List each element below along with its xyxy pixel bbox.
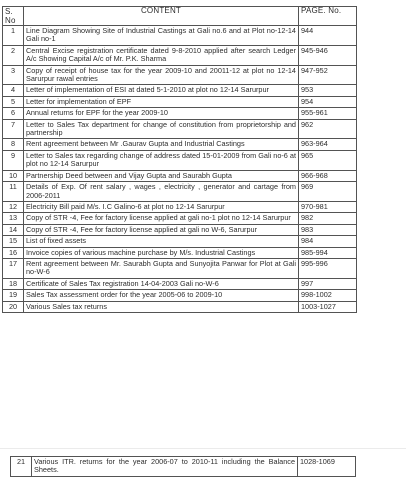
row-page: 985-994 [299, 247, 357, 258]
row-content: Sales Tax assessment order for the year 2005-06 to 2009-10 [24, 290, 299, 301]
row-sno: 1 [3, 26, 24, 46]
table-row [3, 26, 357, 46]
row-page: 1003-1027 [299, 301, 357, 312]
table-row [3, 182, 357, 202]
table-row [3, 65, 357, 85]
table-row [3, 301, 357, 312]
row-page: 963-964 [299, 139, 357, 150]
table-row [3, 247, 357, 258]
row-content: Invoice copies of various machine purchase by M/s. Industrial Castings [24, 247, 299, 258]
table-row [3, 96, 357, 107]
row-sno: 15 [3, 236, 24, 247]
row-sno: 7 [3, 119, 24, 139]
page-divider [0, 448, 406, 449]
row-sno: 11 [3, 182, 24, 202]
row-page: 1028-1069 [298, 457, 356, 477]
header-sno-line1: S. [5, 7, 13, 16]
row-sno: 17 [3, 258, 24, 278]
row-content: Various ITR. returns for the year 2006-07 to 2010-11 including the Balance Sheets. [32, 457, 298, 477]
row-page: 998-1002 [299, 290, 357, 301]
row-content: Annual returns for EPF for the year 2009-10 [24, 108, 299, 119]
table-row [3, 258, 357, 278]
table-row [3, 278, 357, 289]
row-sno: 12 [3, 201, 24, 212]
row-sno: 4 [3, 85, 24, 96]
index-table [2, 6, 357, 313]
row-content: Copy of receipt of house tax for the year 2009-10 and 20011-12 at plot no 12-14 Sarurpur rawal entries [24, 65, 299, 85]
row-page: 965 [299, 150, 357, 170]
row-sno: 21 [11, 457, 32, 477]
row-sno: 5 [3, 96, 24, 107]
row-page: 970-981 [299, 201, 357, 212]
row-page: 953 [299, 85, 357, 96]
table-row [3, 213, 357, 224]
header-sno [3, 7, 24, 26]
row-content: Copy of STR -4, Fee for factory license applied at gali no W-6, Sarurpur [24, 224, 299, 235]
row-content: Central Excise registration certificate dated 9-8-2010 applied after search Ledger A/c Showing Capital A/c of Mr. P.K. Sharma [24, 45, 299, 65]
row-sno: 20 [3, 301, 24, 312]
row-sno: 6 [3, 108, 24, 119]
row-sno: 3 [3, 65, 24, 85]
row-page: 945-946 [299, 45, 357, 65]
row-content: List of fixed assets [24, 236, 299, 247]
row-sno: 10 [3, 170, 24, 181]
row-page: 947-952 [299, 65, 357, 85]
table-row [3, 119, 357, 139]
row-content: Letter to Sales tax regarding change of address dated 15-01-2009 from Gali no-6 at plot no 12-14 Sarurpur [24, 150, 299, 170]
header-page-no: PAGE. No. [299, 7, 357, 26]
row-content: Line Diagram Showing Site of Industrial Castings at Gali no.6 and at Plot no-12-14 Gali no-1 [24, 26, 299, 46]
table-row [3, 139, 357, 150]
row-content: Partnership Deed between and Vijay Gupta and Saurabh Gupta [24, 170, 299, 181]
table-row [3, 290, 357, 301]
row-page: 962 [299, 119, 357, 139]
table-row [3, 170, 357, 181]
row-sno: 13 [3, 213, 24, 224]
row-sno: 9 [3, 150, 24, 170]
table-row [3, 45, 357, 65]
row-sno: 19 [3, 290, 24, 301]
row-page: 983 [299, 224, 357, 235]
row-page: 982 [299, 213, 357, 224]
row-sno: 8 [3, 139, 24, 150]
table-row [11, 457, 356, 477]
row-sno: 16 [3, 247, 24, 258]
row-content: Rent agreement between Mr .Gaurav Gupta and Industrial Castings [24, 139, 299, 150]
table-row [3, 224, 357, 235]
row-page: 997 [299, 278, 357, 289]
row-page: 966-968 [299, 170, 357, 181]
row-page: 955-961 [299, 108, 357, 119]
row-content: Letter for implementation of EPF [24, 96, 299, 107]
table-body [3, 26, 357, 313]
table-header-row [3, 7, 357, 26]
table-row [3, 236, 357, 247]
row-content: Various Sales tax returns [24, 301, 299, 312]
row-page: 969 [299, 182, 357, 202]
row-page: 984 [299, 236, 357, 247]
table-row [3, 201, 357, 212]
continuation-table [10, 456, 356, 477]
row-content: Rent agreement between Mr. Saurabh Gupta and Sunyojita Panwar for Plot at Gali no-W-6 [24, 258, 299, 278]
row-sno: 2 [3, 45, 24, 65]
row-page: 944 [299, 26, 357, 46]
header-content: CONTENT [24, 7, 299, 26]
row-content: Details of Exp. Of rent salary , wages , electricity , generator and cartage from 2006-2011 [24, 182, 299, 202]
row-content: Electricity Bill paid M/s. I.C Galino-6 at plot no 12-14 Sarurpur [24, 201, 299, 212]
row-content: Copy of STR -4, Fee for factory license applied at gali no-1 plot no 12-14 Sarurpur [24, 213, 299, 224]
row-content: Certificate of Sales Tax registration 14-04-2003 Gali no-W-6 [24, 278, 299, 289]
row-page: 995-996 [299, 258, 357, 278]
table-row [3, 150, 357, 170]
header-sno-line2: No [5, 16, 16, 25]
row-content: Letter of implementation of ESI at dated 5-1-2010 at plot no 12-14 Sarurpur [24, 85, 299, 96]
row-sno: 18 [3, 278, 24, 289]
row-page: 954 [299, 96, 357, 107]
table-row [3, 108, 357, 119]
row-content: Letter to Sales Tax department for change of constitution from proprietorship and partnership [24, 119, 299, 139]
row-sno: 14 [3, 224, 24, 235]
table-row [3, 85, 357, 96]
